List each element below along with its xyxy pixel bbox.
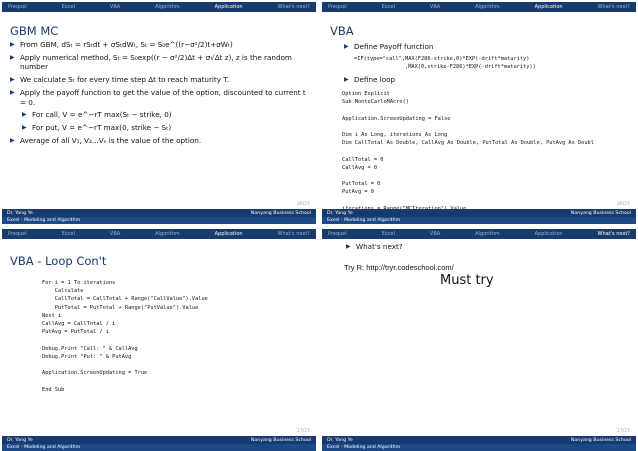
bullet-arrow-icon: ▶ bbox=[10, 53, 15, 61]
footer-school: Nanyang Business School bbox=[250, 210, 311, 216]
nav-algorithm[interactable]: Algorithm bbox=[475, 4, 500, 10]
slide-footer bbox=[322, 209, 636, 224]
nav-prequel[interactable]: Prequel bbox=[8, 4, 27, 10]
nav-excel[interactable]: Excel bbox=[381, 231, 395, 237]
bullet-arrow-icon: ▶ bbox=[10, 41, 15, 48]
slide-nav bbox=[2, 2, 316, 12]
bullet-arrow-icon: ▶ bbox=[22, 124, 27, 132]
footer-author: Dr. Yang Ye bbox=[327, 437, 353, 443]
bullet-arrow-icon: ▶ bbox=[344, 43, 349, 50]
footer-school: Nanyang Business School bbox=[250, 437, 311, 443]
page-number: 27/27 bbox=[617, 429, 630, 434]
nav-vba[interactable]: VBA bbox=[429, 4, 441, 10]
try-r-line bbox=[344, 263, 454, 272]
slide-content bbox=[10, 40, 310, 148]
nav-application[interactable]: Application bbox=[534, 231, 563, 237]
bullet-text: Apply the payoff function to get the value of the option, discounted to current t = 0. bbox=[20, 87, 306, 107]
slide-footer bbox=[2, 209, 316, 224]
bullet-text: Apply numerical method, Sₜ = S₀exp((r − σ²/2)Δt + σ√Δt z), z is the random number bbox=[20, 52, 292, 72]
slide-content bbox=[346, 242, 636, 255]
sub-bullet-text: For put, V = e^−rT max(0, strike − Sₜ) bbox=[32, 123, 172, 133]
nav-whats-next[interactable]: What's next? bbox=[597, 231, 630, 237]
nav-prequel[interactable]: Prequel bbox=[8, 231, 27, 237]
slide-footer bbox=[2, 436, 316, 451]
page-number: 26/27 bbox=[297, 202, 310, 207]
slide-footer bbox=[322, 436, 636, 451]
slide-gbm-mc bbox=[2, 2, 316, 224]
bullet-text: Average of all V₁, V₂...Vₙ is the value of the option. bbox=[20, 135, 202, 145]
footer-subtitle: Excel - Modeling and Algorithm bbox=[7, 445, 81, 450]
code-block: =IF(type="call",MAX(F286-strike,0)*EXP(-drift*maturity) ,MAX(0,strike-F286)*EXP(-drift*maturity)) bbox=[354, 55, 536, 70]
sub-bullet-text: For call, V = e^−rT max(Sₜ − strike, 0) bbox=[32, 110, 172, 120]
footer-school: Nanyang Business School bbox=[570, 437, 631, 443]
footer-school: Nanyang Business School bbox=[570, 210, 631, 216]
bullet-arrow-icon: ▶ bbox=[344, 76, 349, 84]
footer-author: Dr. Yang Ye bbox=[7, 210, 33, 216]
bullet-arrow-icon: ▶ bbox=[346, 243, 351, 250]
nav-whats-next[interactable]: What's next? bbox=[277, 4, 310, 10]
slide-title: GBM MC bbox=[10, 24, 59, 38]
nav-vba[interactable]: VBA bbox=[429, 231, 441, 237]
code-block: Option Explicit Sub MonteCarloMAcro() Application.ScreenUpdating = False Dim i As Long, iterations As Long Dim CallTotal As Double, CallAvg As Double, PutTotal As Double, PutAvg As Doubl CallTotal = 0 CallAvg = 0 PutTotal = 0 PutAvg = 0 bbox=[342, 91, 594, 196]
must-try-text: Must try bbox=[440, 273, 494, 288]
bullet-arrow-icon: ▶ bbox=[10, 76, 15, 84]
nav-prequel[interactable]: Prequel bbox=[328, 4, 347, 10]
slide-nav bbox=[2, 229, 316, 239]
bullet-text: What's next? bbox=[356, 242, 403, 251]
slide-content bbox=[344, 42, 634, 88]
bullet-arrow-icon: ▶ bbox=[10, 136, 15, 144]
footer-author: Dr. Yang Ye bbox=[327, 210, 353, 216]
nav-prequel[interactable]: Prequel bbox=[328, 231, 347, 237]
bullet-text: Define loop bbox=[354, 75, 396, 85]
page-number: 26/27 bbox=[617, 202, 630, 207]
bullet-arrow-icon: ▶ bbox=[22, 111, 27, 119]
page-number: 27/27 bbox=[297, 429, 310, 434]
bullet-text: From GBM, dSₜ = rSₜdt + σSₜdWₜ, Sₜ = S₀e^((r−σ²/2)t+σWₜ) bbox=[20, 40, 233, 49]
nav-application[interactable]: Application bbox=[214, 4, 243, 10]
slide-title: VBA bbox=[330, 24, 354, 38]
bullet-arrow-icon: ▶ bbox=[10, 88, 15, 96]
nav-application[interactable]: Application bbox=[214, 231, 243, 237]
footer-subtitle: Excel - Modeling and Algorithm bbox=[7, 218, 81, 223]
code-block: For i = 1 To iterations Calculate CallTotal = CallTotal + Range("CallValue").Value PutTotal = PutTotal + Range("PutValue").Value Next i CallAvg = CallTotal / i PutAvg = PutTotal / i Debug.Print "Call: " & CallAvg Debug.Print "Put: " & PutAvg Application.ScreenUpdating = True End Sub bbox=[42, 280, 208, 393]
bullet-text: We calculate Sₜ for every time step Δt to reach maturity T. bbox=[20, 75, 230, 85]
nav-application[interactable]: Application bbox=[534, 4, 563, 10]
slide-nav bbox=[322, 2, 636, 12]
nav-algorithm[interactable]: Algorithm bbox=[155, 231, 180, 237]
nav-whats-next[interactable]: What's next? bbox=[597, 4, 630, 10]
nav-vba[interactable]: VBA bbox=[109, 231, 121, 237]
slide-title: VBA - Loop Con't bbox=[10, 254, 107, 268]
nav-whats-next[interactable]: What's next? bbox=[277, 231, 310, 237]
bullet-text: Define Payoff function bbox=[354, 42, 434, 51]
nav-vba[interactable]: VBA bbox=[109, 4, 121, 10]
slide-whats-next bbox=[322, 229, 636, 451]
slide-vba bbox=[322, 2, 636, 224]
slide-nav bbox=[322, 229, 636, 239]
nav-excel[interactable]: Excel bbox=[61, 4, 75, 10]
slide-vba-loop bbox=[2, 229, 316, 451]
nav-algorithm[interactable]: Algorithm bbox=[155, 4, 180, 10]
nav-excel[interactable]: Excel bbox=[61, 231, 75, 237]
nav-excel[interactable]: Excel bbox=[381, 4, 395, 10]
footer-subtitle: Excel - Modeling and Algorithm bbox=[327, 445, 401, 450]
nav-algorithm[interactable]: Algorithm bbox=[475, 231, 500, 237]
footer-author: Dr. Yang Ye bbox=[7, 437, 33, 443]
try-r-text[interactable]: Try R: http://tryr.codeschool.com/ bbox=[344, 263, 454, 272]
footer-subtitle: Excel - Modeling and Algorithm bbox=[327, 218, 401, 223]
